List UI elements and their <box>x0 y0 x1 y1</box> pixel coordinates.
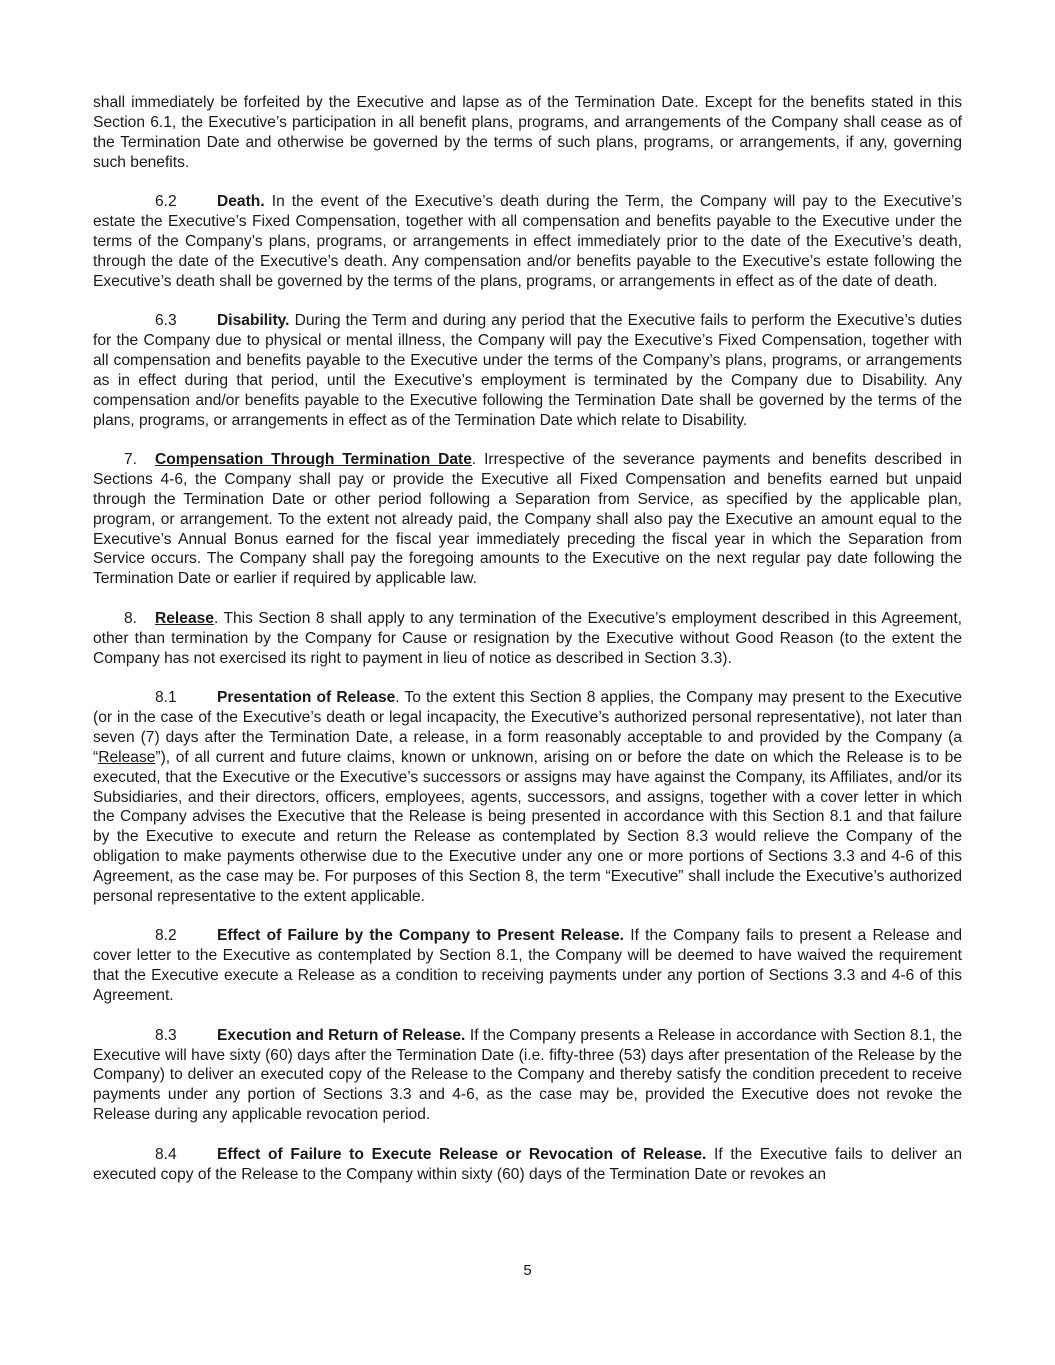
section-8-4 <box>93 1145 962 1185</box>
section-text: If the Company fails to present a Release and cover letter to the Executive as contemplated by Section 8.1, the Company will be deemed to have waived the requirement that the Executive execute a Release as a condition to receiving payments under any portion of Sections 3.3 and 4-6 of this Agreement. <box>93 927 962 1004</box>
section-6-2 <box>93 192 962 291</box>
section-8 <box>93 609 962 669</box>
section-heading: Compensation Through Termination Date <box>155 451 472 469</box>
section-number: 6.2 <box>155 193 177 211</box>
section-heading: Disability. <box>217 312 290 330</box>
section-text: . Irrespective of the severance payments and benefits described in Sections 4-6, the Company shall pay or provide the Executive all Fixed Compensation and benefits earned but unpaid through the Termination Date or other period following a Separation from Service, as specified by the applicable plan, program, or arrangement. To the extent not already paid, the Company shall also pay the Executive an amount equal to the Executive’s Annual Bonus earned for the fiscal year immediately preceding the fiscal year in which the Separation from Service occurs. The Company shall pay the foregoing amounts to the Executive on the next regular pay date following the Termination Date or earlier if required by applicable law. <box>93 451 962 588</box>
section-8-1 <box>93 688 962 906</box>
section-heading: Presentation of Release <box>217 689 396 707</box>
section-number: 8.2 <box>155 927 177 945</box>
section-number: 8.3 <box>155 1026 177 1044</box>
section-text-part-b: ”), of all current and future claims, known or unknown, arising on or before the date on which the Release is to be executed, that the Executive or the Executive’s successors or assigns may have against the Company, its Affiliates, and/or its Subsidiaries, and their directors, officers, employees, agents, successors, and assigns, together with a cover letter in which the Company advises the Executive that the Release is being presented in accordance with this Section 8.1 and that failure by the Executive to execute and return the Release as contemplated by Section 8.3 would relieve the Company of the obligation to make payments otherwise due to the Executive under any one or more portions of Sections 3.3 and 4-6 of this Agreement, as the case may be. For purposes of this Section 8, the term “Executive” shall include the Executive’s authorized personal representative to the extent applicable. <box>93 748 962 905</box>
section-number: 7. <box>124 451 138 469</box>
section-8-2 <box>93 926 962 1005</box>
section-text: . This Section 8 shall apply to any termination of the Executive’s employment described in this Agreement, other than termination by the Company for Cause or resignation by the Executive without Good Reason (to the extent the Company has not exercised its right to payment in lieu of notice as described in Section 3.3). <box>93 609 962 667</box>
section-heading: Effect of Failure to Execute Release or Revocation of Release. <box>217 1145 707 1163</box>
section-number: 8.1 <box>155 689 177 707</box>
section-number: 8.4 <box>155 1145 177 1163</box>
defined-term-release: Release <box>98 748 156 766</box>
section-heading: Release <box>155 609 214 627</box>
section-7 <box>93 450 962 589</box>
section-number: 8. <box>124 609 138 627</box>
section-8-3 <box>93 1026 962 1125</box>
page-number: 5 <box>523 1262 532 1279</box>
section-text: In the event of the Executive’s death during the Term, the Company will pay to the Executive’s estate the Executive’s Fixed Compensation, together with all compensation and benefits payable to the Executive under the terms of the Company’s plans, programs, or arrangements in effect immediately prior to the date of the Executive’s death, through the date of the Executive’s death. Any compensation and/or benefits payable to the Executive’s estate following the Executive’s death shall be governed by the terms of the plans, programs, or arrangements in effect as of the date of death. <box>93 193 962 290</box>
section-heading: Death. <box>217 193 265 211</box>
paragraph-text: shall immediately be forfeited by the Executive and lapse as of the Termination Date. Except for the benefits stated in this Section 6.1, the Executive’s participation in all benefit plans, programs, and arrangements of the Company shall cease as of the Termination Date and otherwise be governed by the terms of such plans, programs, or arrangements, if any, governing such benefits. <box>93 94 962 171</box>
section-heading: Effect of Failure by the Company to Present Release. <box>217 927 625 945</box>
document-page <box>93 93 962 1184</box>
paragraph-6-1-continued <box>93 93 962 172</box>
section-text-part-a: . To the extent this Section 8 applies, the Company may present to the Executive (or in the case of the Executive’s death or legal incapacity, the Executive’s authorized personal representative), not later than seven (7) days after the Termination Date, a release, in a form reasonably acceptable to and provided by the Company (a “ <box>93 689 962 766</box>
section-text: If the Company presents a Release in accordance with Section 8.1, the Executive will have sixty (60) days after the Termination Date (i.e. fifty-three (53) days after presentation of the Release by the Company) to deliver an executed copy of the Release to the Company and thereby satisfy the condition precedent to receive payments under any portion of Sections 3.3 and 4-6, as the case may be, provided the Executive does not revoke the Release during any applicable revocation period. <box>93 1026 963 1124</box>
section-text: If the Executive fails to deliver an executed copy of the Release to the Company within sixty (60) days of the Termination Date or revokes an <box>93 1145 962 1183</box>
section-heading: Execution and Return of Release. <box>217 1026 466 1044</box>
section-6-3 <box>93 311 962 430</box>
section-number: 6.3 <box>155 312 177 330</box>
section-text: During the Term and during any period that the Executive fails to perform the Executive’s duties for the Company due to physical or mental illness, the Company will pay the Executive’s Fixed Compensation, together with all compensation and benefits payable to the Executive under the terms of the Company’s plans, programs, or arrangements as in effect during that period, until the Executive’s employment is terminated by the Company due to Disability. Any compensation and/or benefits payable to the Executive following the Termination Date shall be governed by the terms of the plans, programs, or arrangements in effect as of the Termination Date which relate to Disability. <box>93 312 962 429</box>
